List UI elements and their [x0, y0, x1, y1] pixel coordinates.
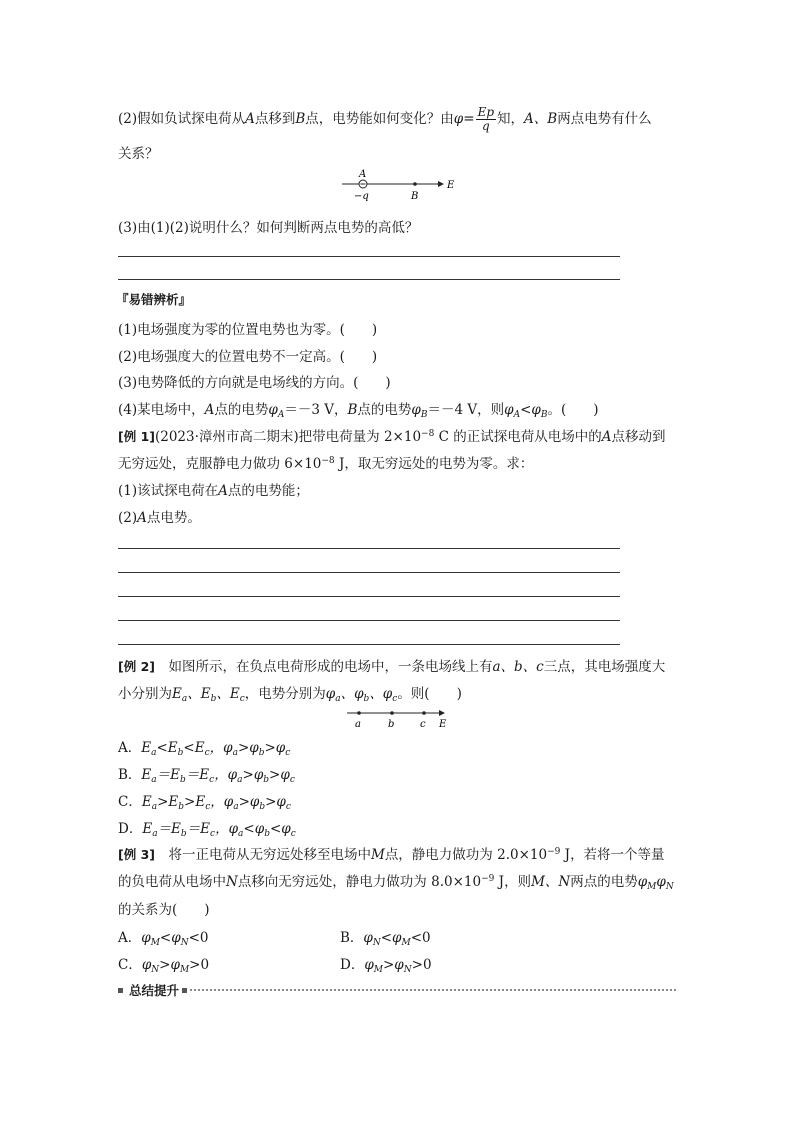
label-B: B: [411, 191, 419, 202]
var-E: E: [141, 767, 152, 783]
operator: <φ: [159, 930, 181, 946]
text: 三点，其电场强度大: [543, 659, 666, 675]
potential-fraction: [476, 106, 496, 133]
var-B: B: [295, 111, 306, 127]
label-A: A: [359, 169, 367, 180]
subscript: A: [513, 410, 521, 420]
phi-symbol: φ: [656, 874, 666, 890]
var-N: N: [226, 874, 238, 890]
text: (2): [118, 510, 138, 526]
subscript: b: [258, 748, 265, 758]
fraction-numerator: Ep: [477, 105, 495, 119]
text: (2023·漳州市高二期末)把带电荷量为 2×10: [154, 429, 422, 445]
operator: ＝E: [185, 767, 210, 783]
phi-symbol: ，φ: [210, 794, 234, 810]
summary-heading: 总结提升: [129, 983, 180, 998]
label-c: c: [420, 719, 426, 730]
text: ＝－4 V，则: [427, 402, 505, 418]
phi-symbol: 、φ: [369, 686, 393, 702]
point-a-dot: [357, 711, 361, 715]
label-E: E: [439, 719, 447, 730]
phi-symbol: φ: [141, 930, 151, 946]
subscript: c: [204, 748, 210, 758]
subscript: M: [150, 938, 160, 948]
subscript: a: [237, 775, 243, 785]
example-1-line1: [118, 425, 666, 445]
var-B: B: [347, 402, 358, 418]
example-3-line1: [118, 843, 665, 863]
answer-line: [118, 256, 620, 257]
text: (1)该试探电荷在: [118, 483, 219, 499]
subscript: a: [233, 802, 239, 812]
text: (4)某电场中，: [118, 402, 205, 418]
subscript: c: [210, 829, 216, 839]
text: 点电势。: [146, 510, 201, 526]
subscript: N: [665, 882, 674, 892]
operator: >φ: [159, 957, 180, 973]
operator: >φ: [265, 794, 286, 810]
phi-symbol: ，φ: [214, 767, 238, 783]
operator: <E: [156, 740, 178, 756]
exponent: −8: [421, 429, 435, 439]
option-B[interactable]: [118, 763, 295, 785]
example-2-line2: [118, 682, 462, 704]
text: 点的电势: [214, 402, 269, 418]
fraction-denominator: q: [481, 119, 490, 133]
option-D[interactable]: [118, 817, 296, 839]
text: C 的正试探电荷从电场中的: [434, 429, 602, 445]
var-M: M: [370, 847, 385, 863]
point-c-dot: [422, 711, 426, 715]
operator: <φ: [243, 821, 265, 837]
subscript: a: [151, 775, 157, 785]
text: J，取无穷远处的电势为零。求：: [334, 456, 534, 472]
option-C[interactable]: [118, 790, 291, 812]
q2-text: 两点电势有什么: [557, 111, 652, 127]
option-D[interactable]: [340, 953, 432, 975]
subscript: b: [178, 802, 185, 812]
text: 点移动到: [611, 429, 666, 445]
phi-symbol: ，φ: [215, 821, 239, 837]
text: J，则: [494, 874, 532, 890]
var-E: 、E: [187, 686, 211, 702]
summary-divider: [190, 989, 676, 991]
phi-symbol: 、φ: [340, 686, 364, 702]
text: 如图所示，在负点电荷形成的电场中，一条电场线上有: [154, 659, 493, 675]
q2-text: 点移到: [254, 111, 296, 127]
phi-symbol: φ: [363, 930, 373, 946]
arrow-head-icon: [438, 181, 444, 187]
option-label: A．: [118, 740, 142, 756]
label-a: a: [355, 719, 361, 730]
mistake-item-2: (2)电场强度大的位置电势不一定高。( ): [118, 349, 378, 365]
exponent: −9: [481, 874, 495, 884]
var-AB: A、B: [524, 111, 558, 127]
operator: <0: [410, 930, 431, 946]
phi-symbol: φ: [637, 874, 648, 890]
phi-symbol: <φ: [520, 402, 541, 418]
phi-symbol: φ: [268, 402, 278, 418]
text: 点，静电力做功为 2.0×10: [384, 847, 548, 863]
var-A: A: [204, 402, 215, 418]
example-2-tag: [例 2]: [118, 659, 155, 674]
example-1-part1: [118, 479, 309, 499]
label-E: E: [447, 180, 455, 191]
text: ，电势分别为: [244, 686, 326, 702]
vars-MN: M、N: [531, 874, 571, 890]
answer-line: [118, 644, 620, 645]
option-label: C．: [118, 794, 142, 810]
option-A[interactable]: [118, 926, 208, 948]
subscript: M: [647, 882, 657, 892]
var-A: A: [245, 111, 255, 127]
option-C[interactable]: [118, 953, 209, 975]
subscript: b: [180, 775, 186, 785]
text: 将一正电荷从无穷远处移至电场中: [154, 847, 371, 863]
phi-symbol: φ: [453, 111, 464, 127]
answer-line: [118, 596, 620, 597]
operator: <E: [183, 740, 205, 756]
example-2-line1: [118, 655, 665, 675]
option-label: D．: [340, 957, 365, 973]
var-E: E: [141, 740, 152, 756]
text: 两点的电势: [570, 874, 638, 890]
operator: ＝E: [157, 821, 181, 837]
subscript: N: [180, 938, 189, 948]
option-label: D．: [118, 821, 143, 837]
phi-symbol: φ: [504, 402, 514, 418]
phi-symbol: ，φ: [209, 740, 233, 756]
example-1-tag: [例 1]: [118, 429, 155, 444]
q2-text: (2)假如负试探电荷从: [118, 111, 246, 127]
q2-text: 知，: [497, 111, 525, 127]
q2-text: 点，电势能如何变化？由: [305, 111, 454, 127]
example-1-line2: [118, 452, 533, 472]
exponent: −9: [547, 847, 561, 857]
subscript: c: [289, 775, 295, 785]
subscript: c: [285, 748, 291, 758]
operator: >E: [157, 794, 179, 810]
text: 点的电势: [357, 402, 412, 418]
subscript: c: [205, 802, 211, 812]
text: 小分别为: [118, 686, 172, 702]
subscript: c: [285, 802, 291, 812]
subscript: b: [259, 802, 266, 812]
subscript: c: [392, 694, 398, 704]
var-A: A: [137, 510, 147, 526]
subscript: b: [210, 694, 217, 704]
subscript: N: [151, 965, 160, 975]
operator: >0: [411, 957, 432, 973]
answer-line: [118, 620, 620, 621]
option-B[interactable]: [340, 926, 431, 948]
example-3-line3: 的关系为( ): [118, 902, 210, 918]
text: 。则( ): [397, 686, 462, 702]
operator: >φ: [269, 767, 290, 783]
var-E: 、E: [216, 686, 240, 702]
subscript: b: [177, 748, 184, 758]
operator: >φ: [242, 767, 264, 783]
phi-symbol: φ: [325, 686, 336, 702]
example-1-part2: [118, 506, 201, 526]
mistake-item-1: (1)电场强度为零的位置电势也为零。( ): [118, 322, 378, 338]
phi-symbol: φ: [364, 957, 374, 973]
option-label: B．: [118, 767, 142, 783]
subscript: b: [263, 775, 270, 785]
subscript: a: [181, 694, 188, 704]
text: 的负电荷从电场中: [118, 874, 226, 890]
var-E: E: [141, 794, 152, 810]
square-bullet-icon: [118, 988, 123, 993]
point-b-dot: [390, 711, 394, 715]
option-label: A．: [118, 930, 142, 946]
operator: >0: [189, 957, 210, 973]
subscript: a: [232, 748, 238, 758]
subscript: A: [277, 410, 285, 420]
mistake-item-3: (3)电势降低的方向就是电场线的方向。( ): [118, 375, 391, 391]
answer-line: [118, 548, 620, 549]
field-line-figure-2: [345, 706, 457, 730]
subscript: M: [401, 938, 411, 948]
option-A[interactable]: [118, 736, 290, 758]
var-E: E: [142, 821, 153, 837]
operator: ＝E: [186, 821, 211, 837]
subscript: a: [151, 802, 158, 812]
subscript: a: [151, 748, 157, 758]
subscript: a: [152, 829, 158, 839]
arrow-head-icon: [439, 710, 445, 716]
text: 点的电势能；: [227, 483, 309, 499]
mistake-item-4: [118, 398, 599, 420]
point-B-dot: [413, 182, 417, 186]
text: 点移向无穷远处，静电力做功为 8.0×10: [237, 874, 482, 890]
question-3: (3)由(1)(2)说明什么？如何判断两点电势的高低？: [118, 220, 419, 236]
subscript: B: [420, 410, 428, 420]
var-A: A: [218, 483, 228, 499]
text: 。( ): [547, 402, 599, 418]
answer-line: [118, 572, 620, 573]
option-label: B．: [340, 930, 364, 946]
question-2-line2: 关系？: [118, 146, 159, 162]
operator: <φ: [269, 821, 291, 837]
subscript: c: [209, 775, 215, 785]
operator: <φ: [380, 930, 402, 946]
subscript: a: [238, 829, 244, 839]
phi-symbol: φ: [411, 402, 421, 418]
answer-line: [118, 279, 620, 280]
subscript: N: [372, 938, 381, 948]
var-A: A: [601, 429, 612, 445]
var-E: E: [172, 686, 182, 702]
subscript: N: [403, 965, 412, 975]
subscript: c: [290, 829, 296, 839]
example-3-line2: [118, 870, 674, 892]
mistake-analysis-heading: 『易错辨析』: [116, 292, 192, 307]
phi-symbol: φ: [141, 957, 152, 973]
text: 无穷远处，克服静电力做功 6×10: [118, 456, 322, 472]
label-q: −q: [354, 191, 369, 202]
operator: >φ: [238, 794, 260, 810]
exponent: −8: [321, 456, 335, 466]
operator: >φ: [264, 740, 286, 756]
operator: >E: [184, 794, 206, 810]
subscript: b: [264, 829, 270, 839]
text: ＝－3 V，: [284, 402, 348, 418]
question-2-line1: [118, 106, 652, 133]
operator: >φ: [237, 740, 259, 756]
field-line-figure-1: [340, 166, 460, 206]
operator: >φ: [383, 957, 404, 973]
subscript: M: [373, 965, 383, 975]
subscript: M: [179, 965, 190, 975]
label-b: b: [388, 719, 395, 730]
subscript: a: [335, 694, 341, 704]
option-label: C．: [118, 957, 142, 973]
vars-abc: a、b、c: [492, 659, 544, 675]
subscript: c: [239, 694, 245, 704]
example-3-tag: [例 3]: [118, 847, 155, 862]
operator: ＝E: [156, 767, 181, 783]
operator: <0: [188, 930, 209, 946]
text: J，若将一个等量: [560, 847, 665, 863]
equals: =: [463, 111, 475, 127]
square-bullet-icon: [182, 988, 187, 993]
subscript: b: [180, 829, 187, 839]
subscript: B: [540, 410, 548, 420]
subscript: b: [363, 694, 370, 704]
